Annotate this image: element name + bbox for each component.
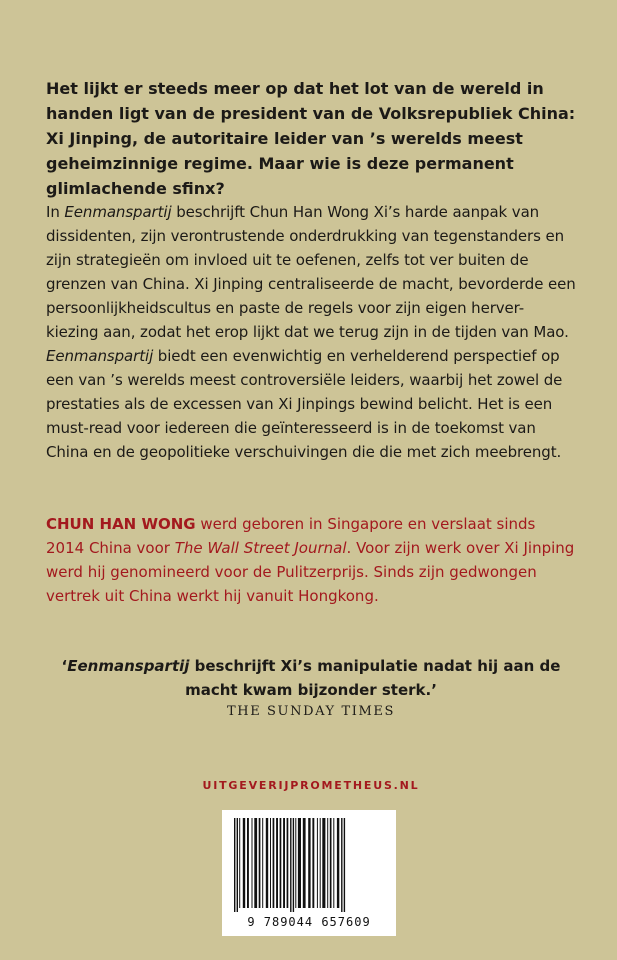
description-paragraph [46,200,576,464]
barcode-bar [252,818,253,908]
intro-paragraph [46,76,576,201]
barcode-bar [308,818,310,908]
barcode-bar [344,818,345,912]
review-quote [46,654,576,702]
intro-text: Het lijkt er steeds meer op dat het lot van de wereld in handen ligt van de president van de Volksrepubliek China: Xi Jinping, de autoritaire leider van ’s werelds meest geheimzinnige regime. Maar wie is deze permanent glimlachende sfinx? [46,79,576,198]
quote-open-mark: ‘ [61,657,68,675]
description-part-1: In [46,203,65,221]
barcode-bar [239,818,240,908]
journal-name: The Wall Street Journal [174,539,347,557]
barcode-bar [312,818,314,908]
description-part-2: beschrijft Chun Han Wong Xi’s harde aanpak van dissidenten, zijn verontrustende onderdrukking van tegenstanders en zijn strategieën om invloed uit te oefenen, zelfs tot ver buiten de grenzen van China. Xi Jinping centraliseerde de macht, bevorderde een persoonlijkheidscultus en paste de regels voor zijn eigen herver-kiezing aan, zodat het erop lijkt dat we terug zijn in de tijden van Mao. [46,203,576,341]
barcode-bar [243,818,245,908]
barcode [222,810,396,936]
barcode-bar [287,818,289,908]
barcode-bar [327,818,328,908]
barcode-bar [266,818,268,908]
barcode-bar [270,818,271,908]
barcode-bar [303,818,306,908]
barcode-bar [337,818,339,908]
barcode-bar [237,818,238,912]
barcode-bar [295,818,296,908]
barcode-bar [320,818,321,908]
description-part-3: biedt een evenwichtig en verhelderend perspectief op een van ’s werelds meest controversiële leiders, waarbij het zowel de prestaties als de excessen van Xi Jinpings bewind belicht. Het is een must-read voor iedereen die geïnteresseerd is in de toekomst van China en de geopolitieke verschuivingen die die met zich meebrengt. [46,347,563,461]
barcode-bar [280,818,282,908]
book-title-second: Eenmanspartij [46,347,154,365]
review-quote-text [46,654,576,702]
barcode-bar [259,818,261,908]
author-bio [46,512,576,608]
book-title: Eenmanspartij [64,203,172,221]
barcode-bar [333,818,334,908]
barcode-bar [293,818,294,912]
barcode-bars-icon [230,818,388,913]
barcode-bar [247,818,249,908]
barcode-bar [290,818,291,912]
barcode-bar [283,818,285,908]
author-bio-text [46,512,576,608]
barcode-bar [322,818,325,908]
author-bio-part-1: werd geboren in Singapore en verslaat sinds 2014 China voor [46,515,536,557]
barcode-bar [262,818,263,908]
barcode-bar [234,818,235,912]
quote-source: THE SUNDAY TIMES [227,704,395,719]
barcode-bar [276,818,278,908]
barcode-bar [330,818,332,908]
author-name: CHUN HAN WONG [46,515,196,533]
publisher-website: UITGEVERIJPROMETHEUS.NL [202,779,420,792]
description-text [46,200,576,464]
barcode-bar [273,818,275,908]
barcode-bar [341,818,342,912]
barcode-bar [254,818,257,908]
barcode-bar [298,818,301,908]
quote-body: beschrijft Xi’s manipulatie nadat hij aan de macht kwam bijzonder sterk.’ [185,657,561,699]
isbn-digits: 9 789044 657609 [247,915,371,929]
quote-book-title: Eenmanspartij [67,657,190,675]
author-bio-part-2: . Voor zijn werk over Xi Jinping werd hij genomineerd voor de Pulitzerprijs. Sinds zijn gedwongen vertrek uit China werkt hij vanuit Hongkong. [46,539,575,605]
barcode-bar [317,818,318,908]
